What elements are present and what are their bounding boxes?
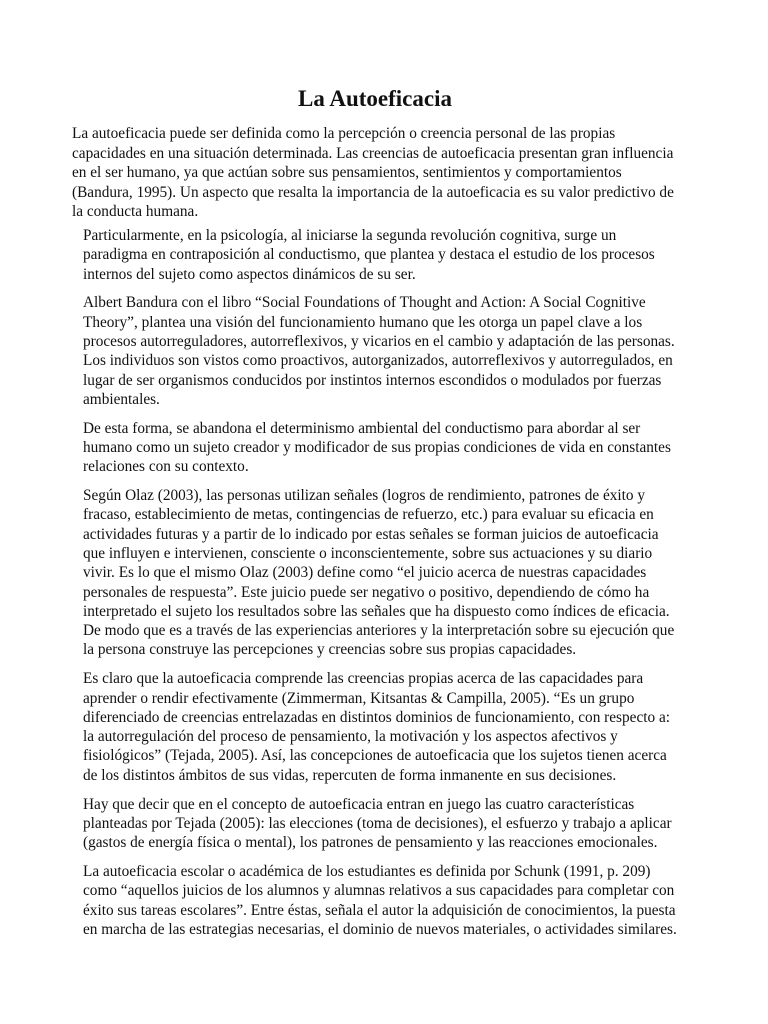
paragraph-1: La autoeficacia puede ser definida como la percepción o creencia personal de las propias capacidades en una situación determinada. Las creencias de autoeficacia presentan gran influencia en el ser humano, ya que actúan sobre sus pensamientos, sentimientos y comportamientos (Bandura, 1995). Un aspecto que resalta la importancia de la autoeficacia es su valor predictivo de la conducta humana. xyxy=(72,125,674,220)
paragraph-5: Según Olaz (2003), las personas utilizan señales (logros de rendimiento, patrones de éxito y fracaso, establecimiento de metas, contingencias de refuerzo, etc.) para evaluar su eficacia en actividades futuras y a partir de lo indicado por estas señales se forman juicios de autoeficacia que influyen e intervienen, consciente o inconscientemente, sobre sus actuaciones y su diario vivir. Es lo que el mismo Olaz (2003) define como “el juicio acerca de nuestras capacidades personales de respuesta”. Este juicio puede ser negativo o positivo, dependiendo de cómo ha interpretado el sujeto los resultados sobre las señales que ha dispuesto como índices de eficacia. De modo que es a través de las experiencias anteriores y la interpretación sobre su ejecución que la persona construye las percepciones y creencias sobre sus propias capacidades. xyxy=(83,487,675,659)
paragraph-6: Es claro que la autoeficacia comprende las creencias propias acerca de las capacidades para aprender o rendir efectivamente (Zimmerman, Kitsantas & Campilla, 2005). “Es un grupo diferenciado de creencias entrelazadas en distintos dominios de funcionamiento, con respecto a: la autorregulación del proceso de pensamiento, la motivación y los aspectos afectivos y fisiológicos” (Tejada, 2005). Así, las concepciones de autoeficacia que los sujetos tienen acerca de los distintos ámbitos de sus vidas, repercuten de forma inmanente en sus decisiones. xyxy=(83,670,671,784)
paragraph-4: De esta forma, se abandona el determinismo ambiental del conductismo para abordar al ser humano como un sujeto creador y modificador de sus propias condiciones de vida en constantes relaciones con su contexto. xyxy=(83,419,671,476)
paragraph-7: Hay que decir que en el concepto de autoeficacia entran en juego las cuatro características planteadas por Tejada (2005): las elecciones (toma de decisiones), el esfuerzo y trabajo a aplicar (gastos de energía física o mental), los patrones de pensamiento y las reacciones emocionales. xyxy=(83,795,672,852)
paragraph-3: Albert Bandura con el libro “Social Foundations of Thought and Action: A Social Cognitive Theory”, plantea una visión del funcionamiento humano que les otorga un papel clave a los procesos autorreguladores, autorreflexivos, y vicarios en el cambio y adaptación de las personas. Los individuos son vistos como proactivos, autorganizados, autorreflexivos y autorregulados, en lugar de ser organismos conducidos por instintos internos escondidos o modulados por fuerzas ambientales. xyxy=(83,294,675,408)
document-body xyxy=(83,226,683,949)
paragraph-2: Particularmente, en la psicología, al iniciarse la segunda revolución cognitiva, surge un paradigma en contraposición al conductismo, que plantea y destaca el estudio de los procesos internos del sujeto como aspectos dinámicos de su ser. xyxy=(83,227,655,283)
page-title: La Autoeficacia xyxy=(298,86,452,111)
paragraph-8: La autoeficacia escolar o académica de los estudiantes es definida por Schunk (1991, p. 209) como “aquellos juicios de los alumnos y alumnas relativos a sus capacidades para completar con éxito sus tareas escolares”. Entre éstas, señala el autor la adquisición de conocimientos, la puesta en marcha de las estrategias necesarias, el dominio de nuevos materiales, o actividades similares. xyxy=(83,862,677,938)
